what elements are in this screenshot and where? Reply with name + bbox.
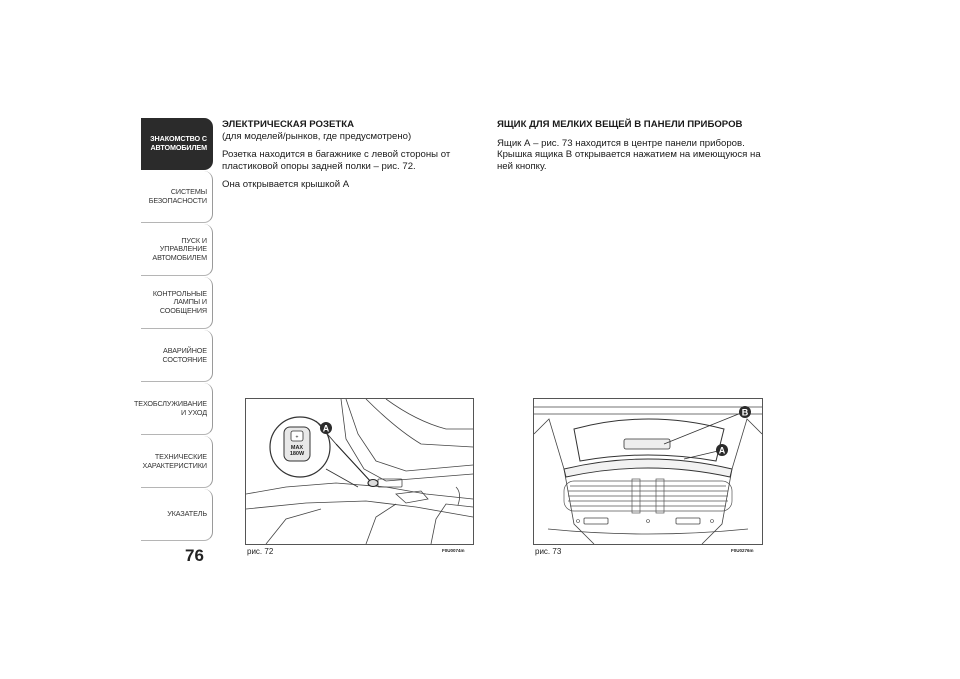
figure-caption: рис. 72: [247, 547, 274, 556]
lid-button: [624, 439, 670, 449]
tab-label: ТЕХОБСЛУЖИВАНИЕ И УХОД: [133, 399, 207, 417]
tab-label: АВАРИЙНОЕ СОСТОЯНИЕ: [162, 346, 207, 364]
section-power-socket: [222, 119, 477, 198]
callout-a-label: A: [322, 423, 330, 434]
tab-label: ПУСК И УПРАВЛЕНИЕ АВТОМОБИЛЕМ: [152, 235, 207, 262]
svg-text:+: +: [295, 434, 299, 441]
tab-warning-lights[interactable]: [141, 277, 213, 329]
figure-code: F0U0074m: [442, 548, 465, 553]
section-heading: ЯЩИК ДЛЯ МЕЛКИХ ВЕЩЕЙ В ПАНЕЛИ ПРИБОРОВ: [497, 119, 743, 130]
tab-label: ЗНАКОМСТВО С АВТОМОБИЛЕМ: [150, 134, 207, 152]
paragraph: Она открывается крышкой А: [222, 179, 350, 190]
tab-safety[interactable]: [141, 171, 213, 223]
section-heading: ЭЛЕКТРИЧЕСКАЯ РОЗЕТКА: [222, 119, 355, 130]
paragraph: Розетка находится в багажнике с левой стороны от пластиковой опоры задней полки – рис. 72.: [222, 149, 451, 172]
tab-starting-driving[interactable]: [141, 224, 213, 276]
section-subheading: (для моделей/рынков, где предусмотрено): [222, 130, 412, 142]
chapter-tabs: [133, 118, 213, 542]
paragraph: Ящик А – рис. 73 находится в центре панели приборов. Крышка ящика В открывается нажатием на имеющуюся на ней кнопку.: [497, 137, 761, 172]
air-vents: [564, 479, 732, 513]
figure-code: F0U0276m: [731, 548, 754, 553]
tab-specifications[interactable]: [141, 436, 213, 488]
callout-a-label: A: [718, 445, 726, 456]
tab-label: ТЕХНИЧЕСКИЕ ХАРАКТЕРИСТИКИ: [142, 452, 207, 470]
tab-label: КОНТРОЛЬНЫЕ ЛАМПЫ И СООБЩЕНИЯ: [152, 288, 207, 315]
figure-glove-box: [533, 398, 763, 545]
tab-index[interactable]: [141, 489, 213, 541]
section-glove-box: [497, 119, 767, 179]
callout-b-label: B: [741, 407, 749, 418]
tab-label: УКАЗАТЕЛЬ: [167, 509, 207, 519]
socket-watt-label: 180W: [289, 451, 305, 457]
glove-box: [564, 459, 732, 477]
tab-emergency[interactable]: [141, 330, 213, 382]
tab-maintenance[interactable]: [133, 383, 213, 435]
tab-introduction[interactable]: [141, 118, 213, 170]
page-number: 76: [185, 546, 204, 565]
figure-power-socket: [245, 398, 474, 545]
trunk-illustration: [246, 399, 473, 544]
socket-max-label: MAX: [290, 445, 304, 451]
tab-label: СИСТЕМЫ БЕЗОПАСНОСТИ: [148, 187, 207, 205]
figure-caption: рис. 73: [535, 547, 562, 556]
dashboard-illustration: [534, 399, 762, 544]
